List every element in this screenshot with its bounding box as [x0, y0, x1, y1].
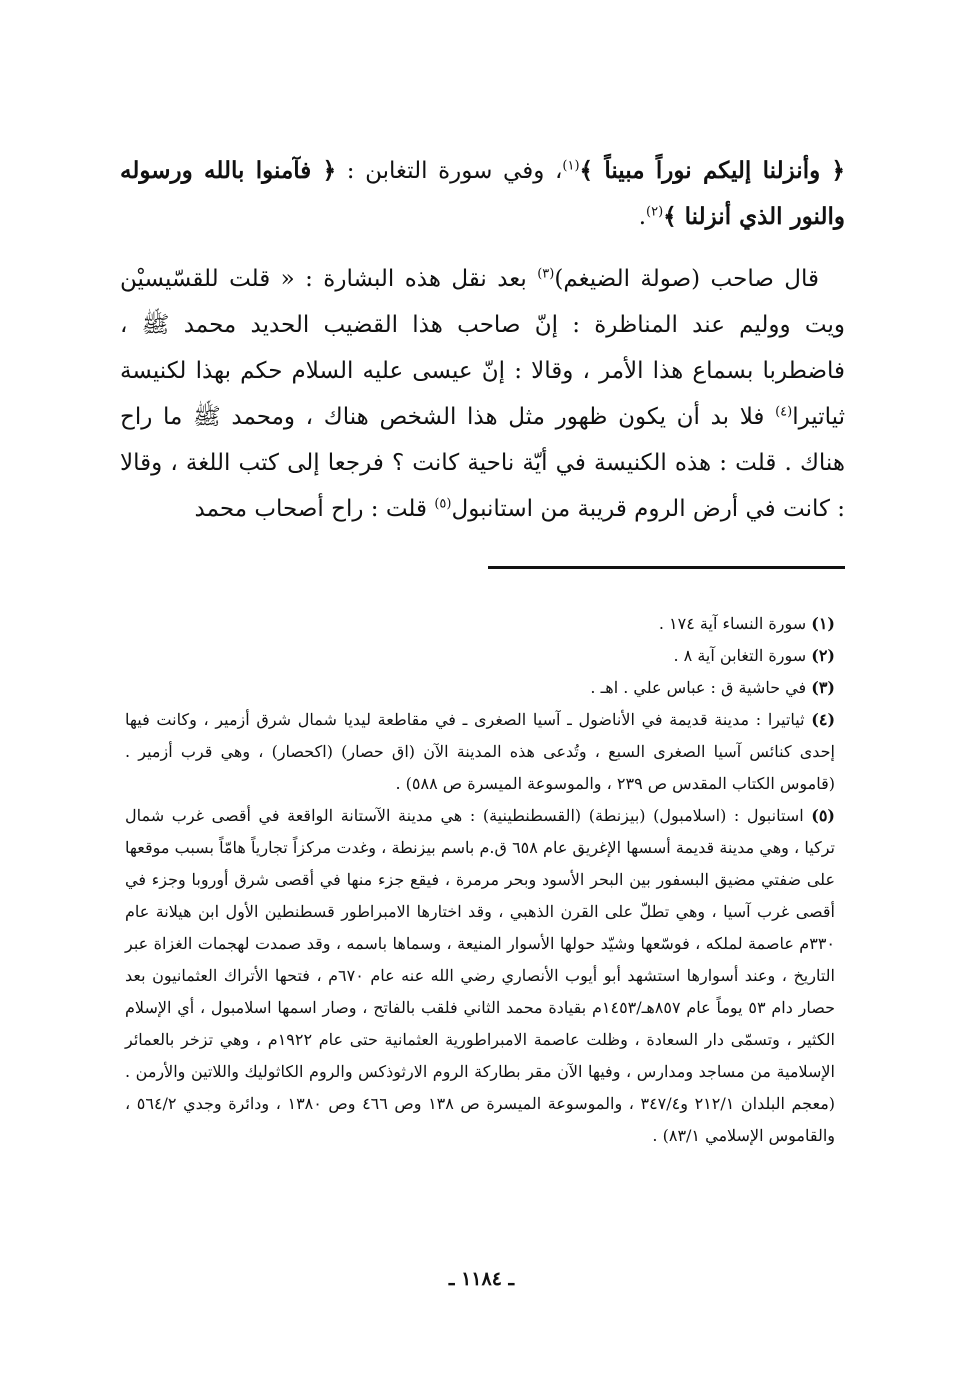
- footnote-text: استانبول : (اسلامبول) (بيزنطة) (القسطنطينية) : هي مدينة الآستانة الواقعة في أقصى غرب شمال تركيا ، وهي مدينة قديمة أسسها الإغريق عام ٦٥٨ ق.م باسم بيزنطة ، وغدت مركزاً تجارياً هامّاً بسبب موقعها على ضفتي مضيق البسفور بين البحر الأسود وبحر مرمرة ، فيقع جزء منها في أقصى شرق أوروبا وجزء في أقصى غرب آسيا ، وهي تطلّ على القرن الذهبي ، وقد اختارها الامبراطور قسطنطين الأول ابن هيلانة عام ٣٣٠م عاصمة لملكه ، فوسّعها وشيّد حولها الأسوار المنيعة ، وسماها باسمه ، وقد صمدت لهجمات الغزاة عبر التاريخ ، وعند أسوارها استشهد أبو أيوب الأنصاري رضي الله عنه عام ٦٧٠م ، فتحها الأتراك العثمانيون بعد حصار دام ٥٣ يوماً عام ٨٥٧هـ/١٤٥٣م بقيادة محمد الثاني فلقب بالفاتح ، وصار اسمها اسلامبول ، أي الإسلام الكثير ، وتسمّى دار السعادة ، وظلت عاصمة الامبراطورية العثمانية حتى عام ١٩٢٢م ، وهي تزخر بالعمائر الإسلامية من مساجد ومدارس ، وفيها الآن مقر بطاركة الروم الارثوذكس والروم الكاثوليك واللاتين والأرمن . (معجم البلدان ٢١٢/١ و٣٤٧/٤ ، والموسوعة الميسرة ص ١٣٨ وص ٤٦٦ وص ١٣٨٠ ، ودائرة وجدي ٥٦٤/٢ ، والقاموس الإسلامي ٨٣/١) .: [125, 806, 836, 1145]
- paragraph-2-text-b: بعد نقل هذه البشارة : « قلت للقسّيسيْن ويت ووليم عند المناظرة : إنّ صاحب هذا القضيب الحديد محمد ﷺ ، فاضطربا بسماع هذا الأمر ، وقالا : إنّ عيسى عليه السلام حكم بهذا لكنيسة ثياتيرا: [120, 266, 845, 430]
- footnote-3: [125, 672, 845, 704]
- page-number: ـ ١١٨٤ ـ: [448, 1268, 515, 1290]
- paragraph-1: [120, 148, 845, 240]
- footnote-text: سورة النساء آية ١٧٤ .: [658, 614, 812, 633]
- footnote-text: ثياتيرا : مدينة قديمة في الأناضول ـ آسيا الصغرى ـ في مقاطعة ليديا شمال شرق أزمير ، وكانت فيها إحدى كنائس آسيا الصغرى السبع ، وتُدعى هذه المدينة الآن (اق حصار) (اكحصار) ، وهي قرب أزمير . (قاموس الكتاب المقدس ص ٢٣٩ ، والموسوعة الميسرة ص ٥٨٨) .: [125, 710, 835, 793]
- footnote-number: (١): [811, 614, 835, 633]
- quran-quote-1: ﴿ وأنزلنا إليكم نوراً مبيناً ﴾: [579, 157, 845, 184]
- quran-quote-2: ﴿ فآمنوا بالله ورسوله والنور الذي أنزلنا ﴾: [120, 157, 845, 230]
- footnote-ref-2: (٢): [646, 204, 664, 220]
- footnote-number: (٣): [811, 678, 835, 697]
- footnote-ref-1: (١): [562, 158, 580, 174]
- paragraph-1-end: .: [638, 204, 647, 230]
- footnote-ref-5: (٥): [434, 496, 452, 512]
- footnote-2: [125, 640, 845, 672]
- footnote-4: [125, 704, 845, 800]
- footnote-text: سورة التغابن آية ٨ .: [673, 646, 812, 665]
- footnote-text: في حاشية ق : عباس علي . اهـ .: [590, 678, 812, 697]
- footnotes: [125, 608, 845, 1152]
- paragraph-2-text-d: قلت : راح أصحاب محمد: [194, 496, 435, 522]
- paragraph-2: [120, 256, 845, 532]
- footnote-5: [125, 800, 845, 1152]
- footnote-ref-4: (٤): [775, 404, 793, 420]
- footnote-number: (٢): [811, 646, 835, 665]
- paragraph-2-text-c: فلا بد أن يكون ظهور مثل هذا الشخص هناك ، ومحمد ﷺ ما راح هناك . قلت : هذه الكنيسة في أيّة ناحية كانت ؟ فرجعا إلى كتب اللغة ، وقالا : كانت في أرض الروم قريبة من استانبول: [120, 404, 845, 522]
- footnote-ref-3: (٣): [537, 266, 555, 282]
- main-text: [120, 148, 845, 532]
- footnote-separator: [488, 566, 845, 569]
- footnote-1: [125, 608, 845, 640]
- paragraph-1-text: ، وفي سورة التغابن :: [336, 158, 563, 184]
- footnote-number: (٤): [811, 710, 836, 729]
- footnote-number: (٥): [811, 806, 835, 825]
- paragraph-2-text-a: قال صاحب (صولة الضيغم): [554, 266, 820, 292]
